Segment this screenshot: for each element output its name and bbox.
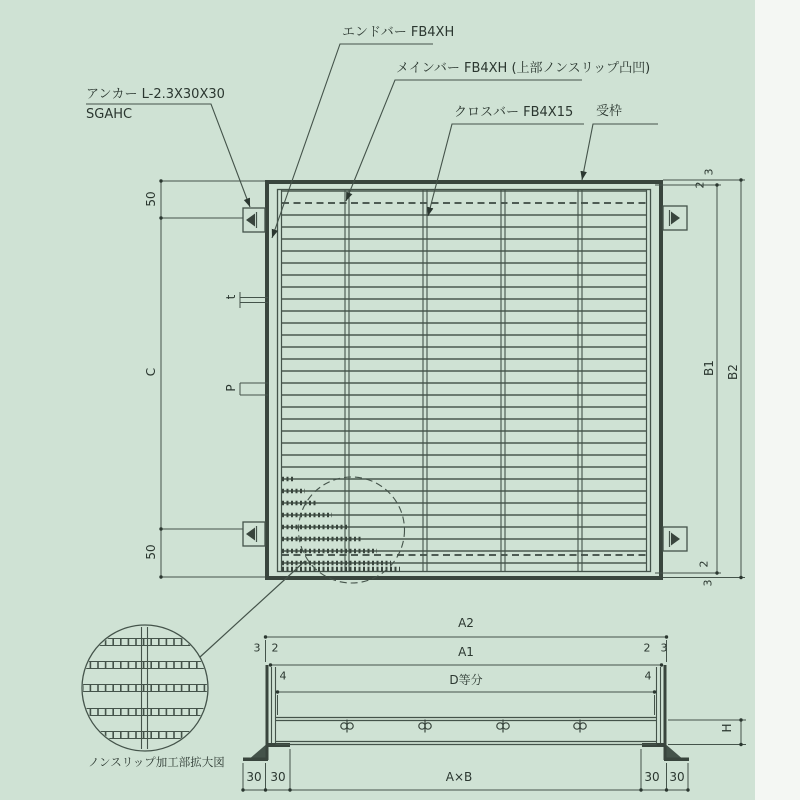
dim-bar-pitch: P [224,384,238,392]
grating-panel [278,190,651,572]
main-bars [282,191,646,563]
dim-grating-span: B1 [702,360,716,376]
dim-offset-bottom: 50 [144,544,158,560]
dim-flange-1: 30 [246,770,262,784]
frame-foot-left [243,758,268,762]
frame-leader [582,124,658,180]
receiving-frame [267,182,661,578]
frame-plate-left [266,665,269,760]
anchor-top-left [243,208,265,232]
anchor-bottom-left [243,522,265,546]
detail-serrated-bars [82,639,208,739]
gusset-right [667,745,682,758]
anchor-triangle-icon [671,212,680,225]
section-dimensions [243,637,746,790]
hidden-ledge-lines [282,203,646,555]
end-bars [282,190,647,571]
nonslip-detail-view [82,625,208,751]
cross-bar-symbol-icon [419,720,431,733]
dim-opening: A×B [445,770,473,784]
frame-callout: 受枠 [596,104,623,119]
dim-clearance-bottom: 2 [697,560,711,568]
anchor-triangle-icon [246,528,255,541]
dim-bar-thickness: t [224,294,238,300]
dim-clearance-right: 2 [643,641,651,655]
detail-leader-line [200,561,305,657]
anchor-triangle-icon [671,533,680,546]
plan-view [159,178,745,657]
frame-foot-right [664,758,689,762]
cross-bar-symbol-icon [574,720,586,733]
dim-flange-3: 30 [644,770,660,784]
grating-band [276,718,657,745]
detail-caption: ノンスリップ加工部拡大図 [88,755,225,769]
cross-bar-symbol-icon [341,720,353,733]
dim-overall-span: B2 [726,364,740,380]
dim-overall-a2: A2 [458,616,474,630]
dim-offset-top: 50 [144,191,158,207]
gusset-left [251,745,266,758]
dim-frame-t-left: 3 [253,641,261,655]
dim-end-bar-left: 4 [279,669,287,683]
anchor-bottom-right [663,527,687,551]
anchor-top-right [663,206,687,230]
cross-bar-callout: クロスバー FB4X15 [454,105,574,120]
dim-flange-2: 30 [270,770,286,784]
section-view [241,635,746,791]
dim-flange-4: 30 [669,770,685,784]
dim-frame-thickness-top: 3 [702,168,716,176]
cross-bar-symbol-icon [497,720,509,733]
section-dimension-dots [241,635,742,791]
dim-frame-t-right: 3 [660,641,668,655]
dim-end-bar-right: 4 [644,669,652,683]
anchor-callout-line2: SGAHC [86,107,133,122]
dim-frame-thickness-bottom: 3 [701,579,715,587]
dim-clearance-top: 2 [693,181,707,189]
dim-clearance-left: 2 [271,641,279,655]
dim-grating-a1: A1 [458,645,474,659]
dim-height: H [720,723,734,733]
dim-divisions: D等分 [449,673,483,687]
cross-bars [345,190,582,571]
anchor-triangle-icon [246,214,255,227]
plan-left-dimensions [161,181,268,577]
anchor-callout-line1: アンカー L-2.3X30X30 [86,87,225,102]
dim-span-center: C [144,367,158,377]
end-bar-callout: エンドバー FB4XH [342,25,455,40]
cross-bar-symbols [341,720,586,733]
frame-plate-right [664,665,667,760]
main-bar-callout: メインバー FB4XH (上部ノンスリップ凸凹) [396,61,651,76]
